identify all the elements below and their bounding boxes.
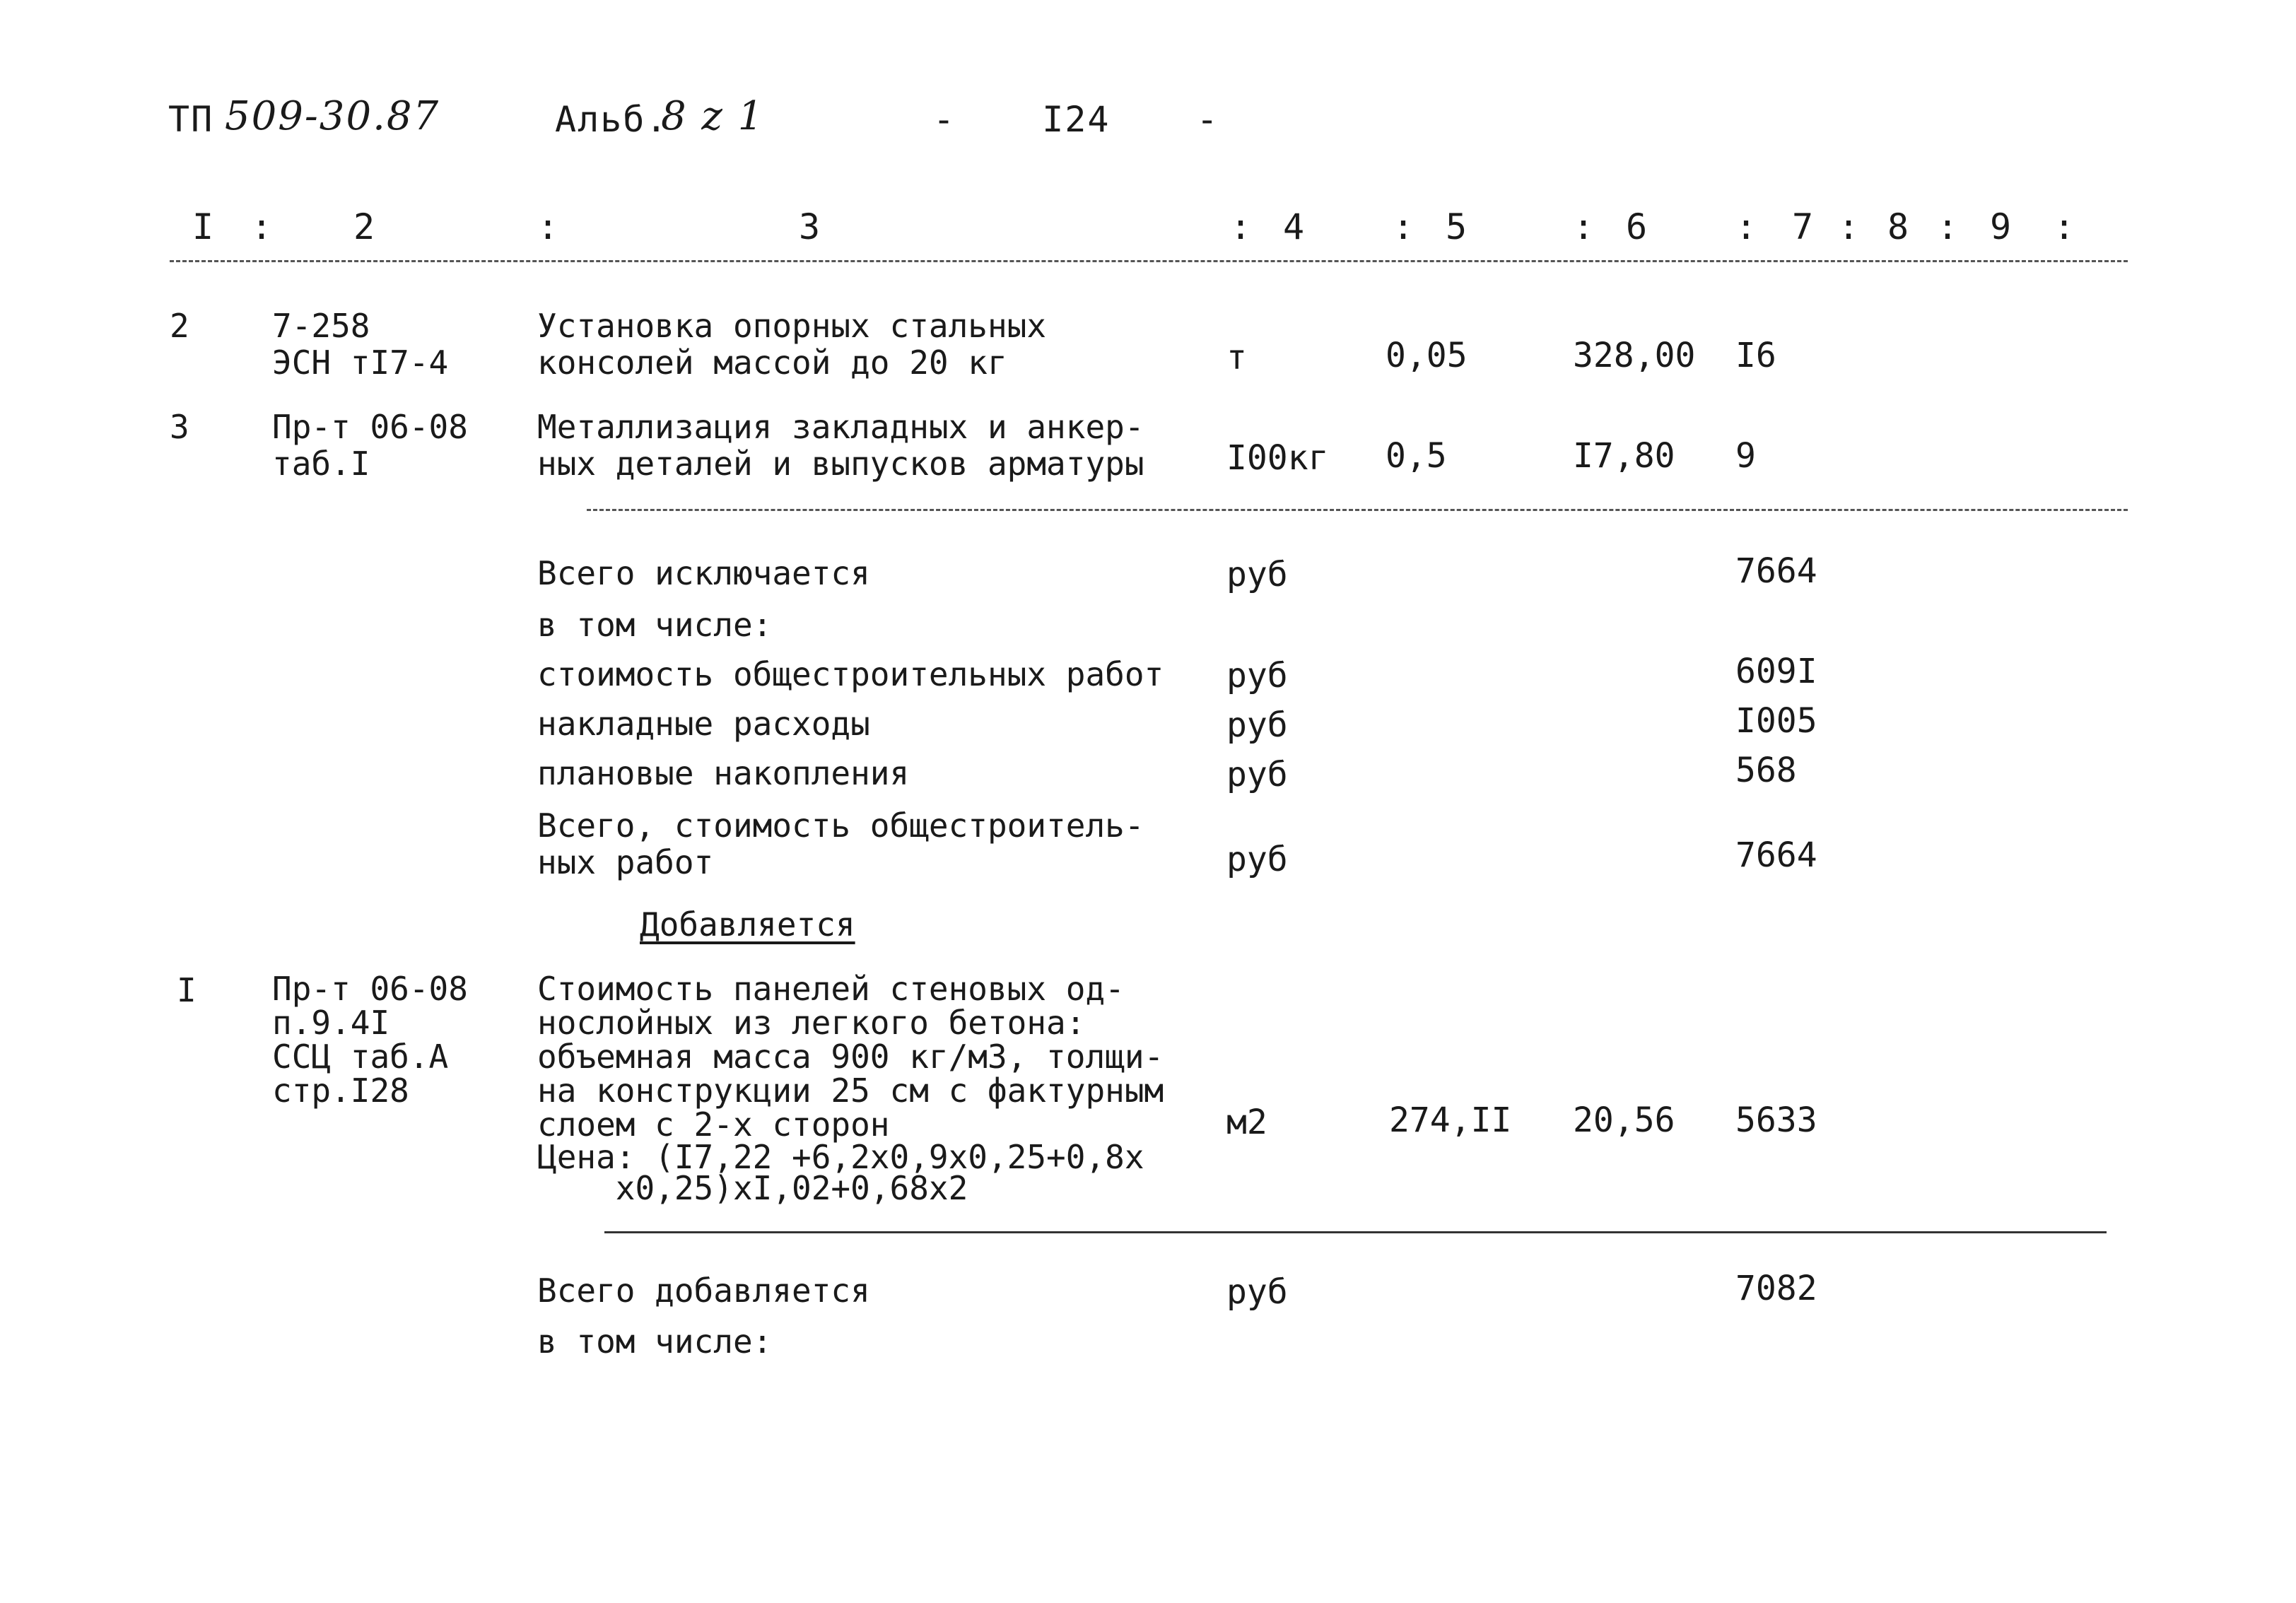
row-number: I	[177, 971, 197, 1009]
summary-label: Всего добавляется	[537, 1272, 870, 1310]
row-description: Стоимость панелей стеновых од- нослойных из легкого бетона: объемная масса 900 кг/м3, толщи- на конструкции 25 см с фактурным слоем с 2-х сторон	[537, 970, 1164, 1144]
summary-unit: руб	[1226, 1272, 1288, 1312]
summary-unit: руб	[1226, 840, 1288, 879]
doc-code-handwritten: 509-30.87	[225, 93, 440, 139]
summary-label: в том числе:	[537, 1322, 773, 1361]
album-prefix: Альб.	[555, 99, 669, 140]
row-price: 328,00	[1573, 336, 1696, 375]
summary-value: I005	[1735, 701, 1817, 741]
column-header-4: 4	[1283, 206, 1306, 247]
section-rule	[587, 509, 2128, 511]
row-total: 5633	[1735, 1100, 1817, 1140]
row-number: 3	[170, 408, 189, 446]
summary-unit: руб	[1226, 705, 1288, 745]
summary-value: 568	[1735, 751, 1797, 790]
summary-label: в том числе:	[537, 606, 773, 644]
summary-label: Всего исключается	[537, 554, 870, 592]
row-unit: т	[1226, 338, 1247, 377]
page-number: - I24 -	[933, 99, 1219, 140]
row-code: Пр-т 06-08 п.9.4I ССЦ таб.А стр.I28	[272, 970, 468, 1110]
column-separator: :	[1937, 206, 1960, 247]
column-header-8: 8	[1887, 206, 1911, 247]
row-total: I6	[1735, 336, 1776, 375]
row-quantity: 0,05	[1386, 336, 1468, 375]
row-code: Пр-т 06-08 таб.I	[272, 408, 468, 483]
column-separator: :	[1393, 206, 1416, 247]
column-header-6: 6	[1626, 206, 1649, 247]
header-rule	[170, 260, 2128, 262]
column-separator: :	[1838, 206, 1861, 247]
column-header-7: 7	[1792, 206, 1815, 247]
row-description: Металлизация закладных и анкер- ных деталей и выпусков арматуры	[537, 408, 1144, 483]
row-price-formula: Цена: (I7,22 +6,2х0,9х0,25+0,8х х0,25)хI,02+0,68х2	[537, 1138, 1144, 1207]
summary-label: накладные расходы	[537, 705, 870, 743]
column-header-1: I	[192, 206, 216, 247]
row-quantity: 0,5	[1386, 436, 1447, 476]
summary-label: стоимость общестроительных работ	[537, 655, 1164, 693]
summary-unit: руб	[1226, 555, 1288, 594]
doc-code-prefix: ТП	[168, 99, 214, 140]
row-code: 7-258 ЭСН тI7-4	[272, 307, 449, 382]
row-description: Установка опорных стальных консолей массой до 20 кг	[537, 307, 1047, 382]
section-rule	[604, 1231, 2107, 1233]
summary-unit: руб	[1226, 755, 1288, 794]
row-unit: I00кг	[1226, 438, 1329, 478]
column-separator: :	[1230, 206, 1253, 247]
column-separator: :	[2054, 206, 2077, 247]
summary-label: Всего, стоимость общестроитель- ных работ	[537, 806, 1144, 881]
column-separator: :	[1735, 206, 1759, 247]
column-header-9: 9	[1990, 206, 2013, 247]
column-separator: :	[1573, 206, 1596, 247]
summary-value: 7664	[1735, 835, 1817, 875]
summary-label: плановые накопления	[537, 754, 910, 792]
column-header-2: 2	[353, 206, 377, 247]
summary-value: 609I	[1735, 652, 1817, 691]
row-unit: м2	[1226, 1103, 1267, 1142]
summary-value: 7082	[1735, 1269, 1817, 1308]
row-number: 2	[170, 307, 189, 345]
row-price: I7,80	[1573, 436, 1675, 476]
column-separator: :	[251, 206, 274, 247]
summary-value: 7664	[1735, 551, 1817, 591]
column-header-3: 3	[799, 206, 822, 247]
added-heading: Добавляется	[640, 905, 855, 944]
summary-unit: руб	[1226, 656, 1288, 695]
album-handwritten: 8 z 1	[661, 93, 765, 139]
column-header-5: 5	[1446, 206, 1469, 247]
row-price: 20,56	[1573, 1100, 1675, 1140]
row-quantity: 274,II	[1389, 1100, 1512, 1140]
column-separator: :	[537, 206, 561, 247]
row-total: 9	[1735, 436, 1756, 476]
